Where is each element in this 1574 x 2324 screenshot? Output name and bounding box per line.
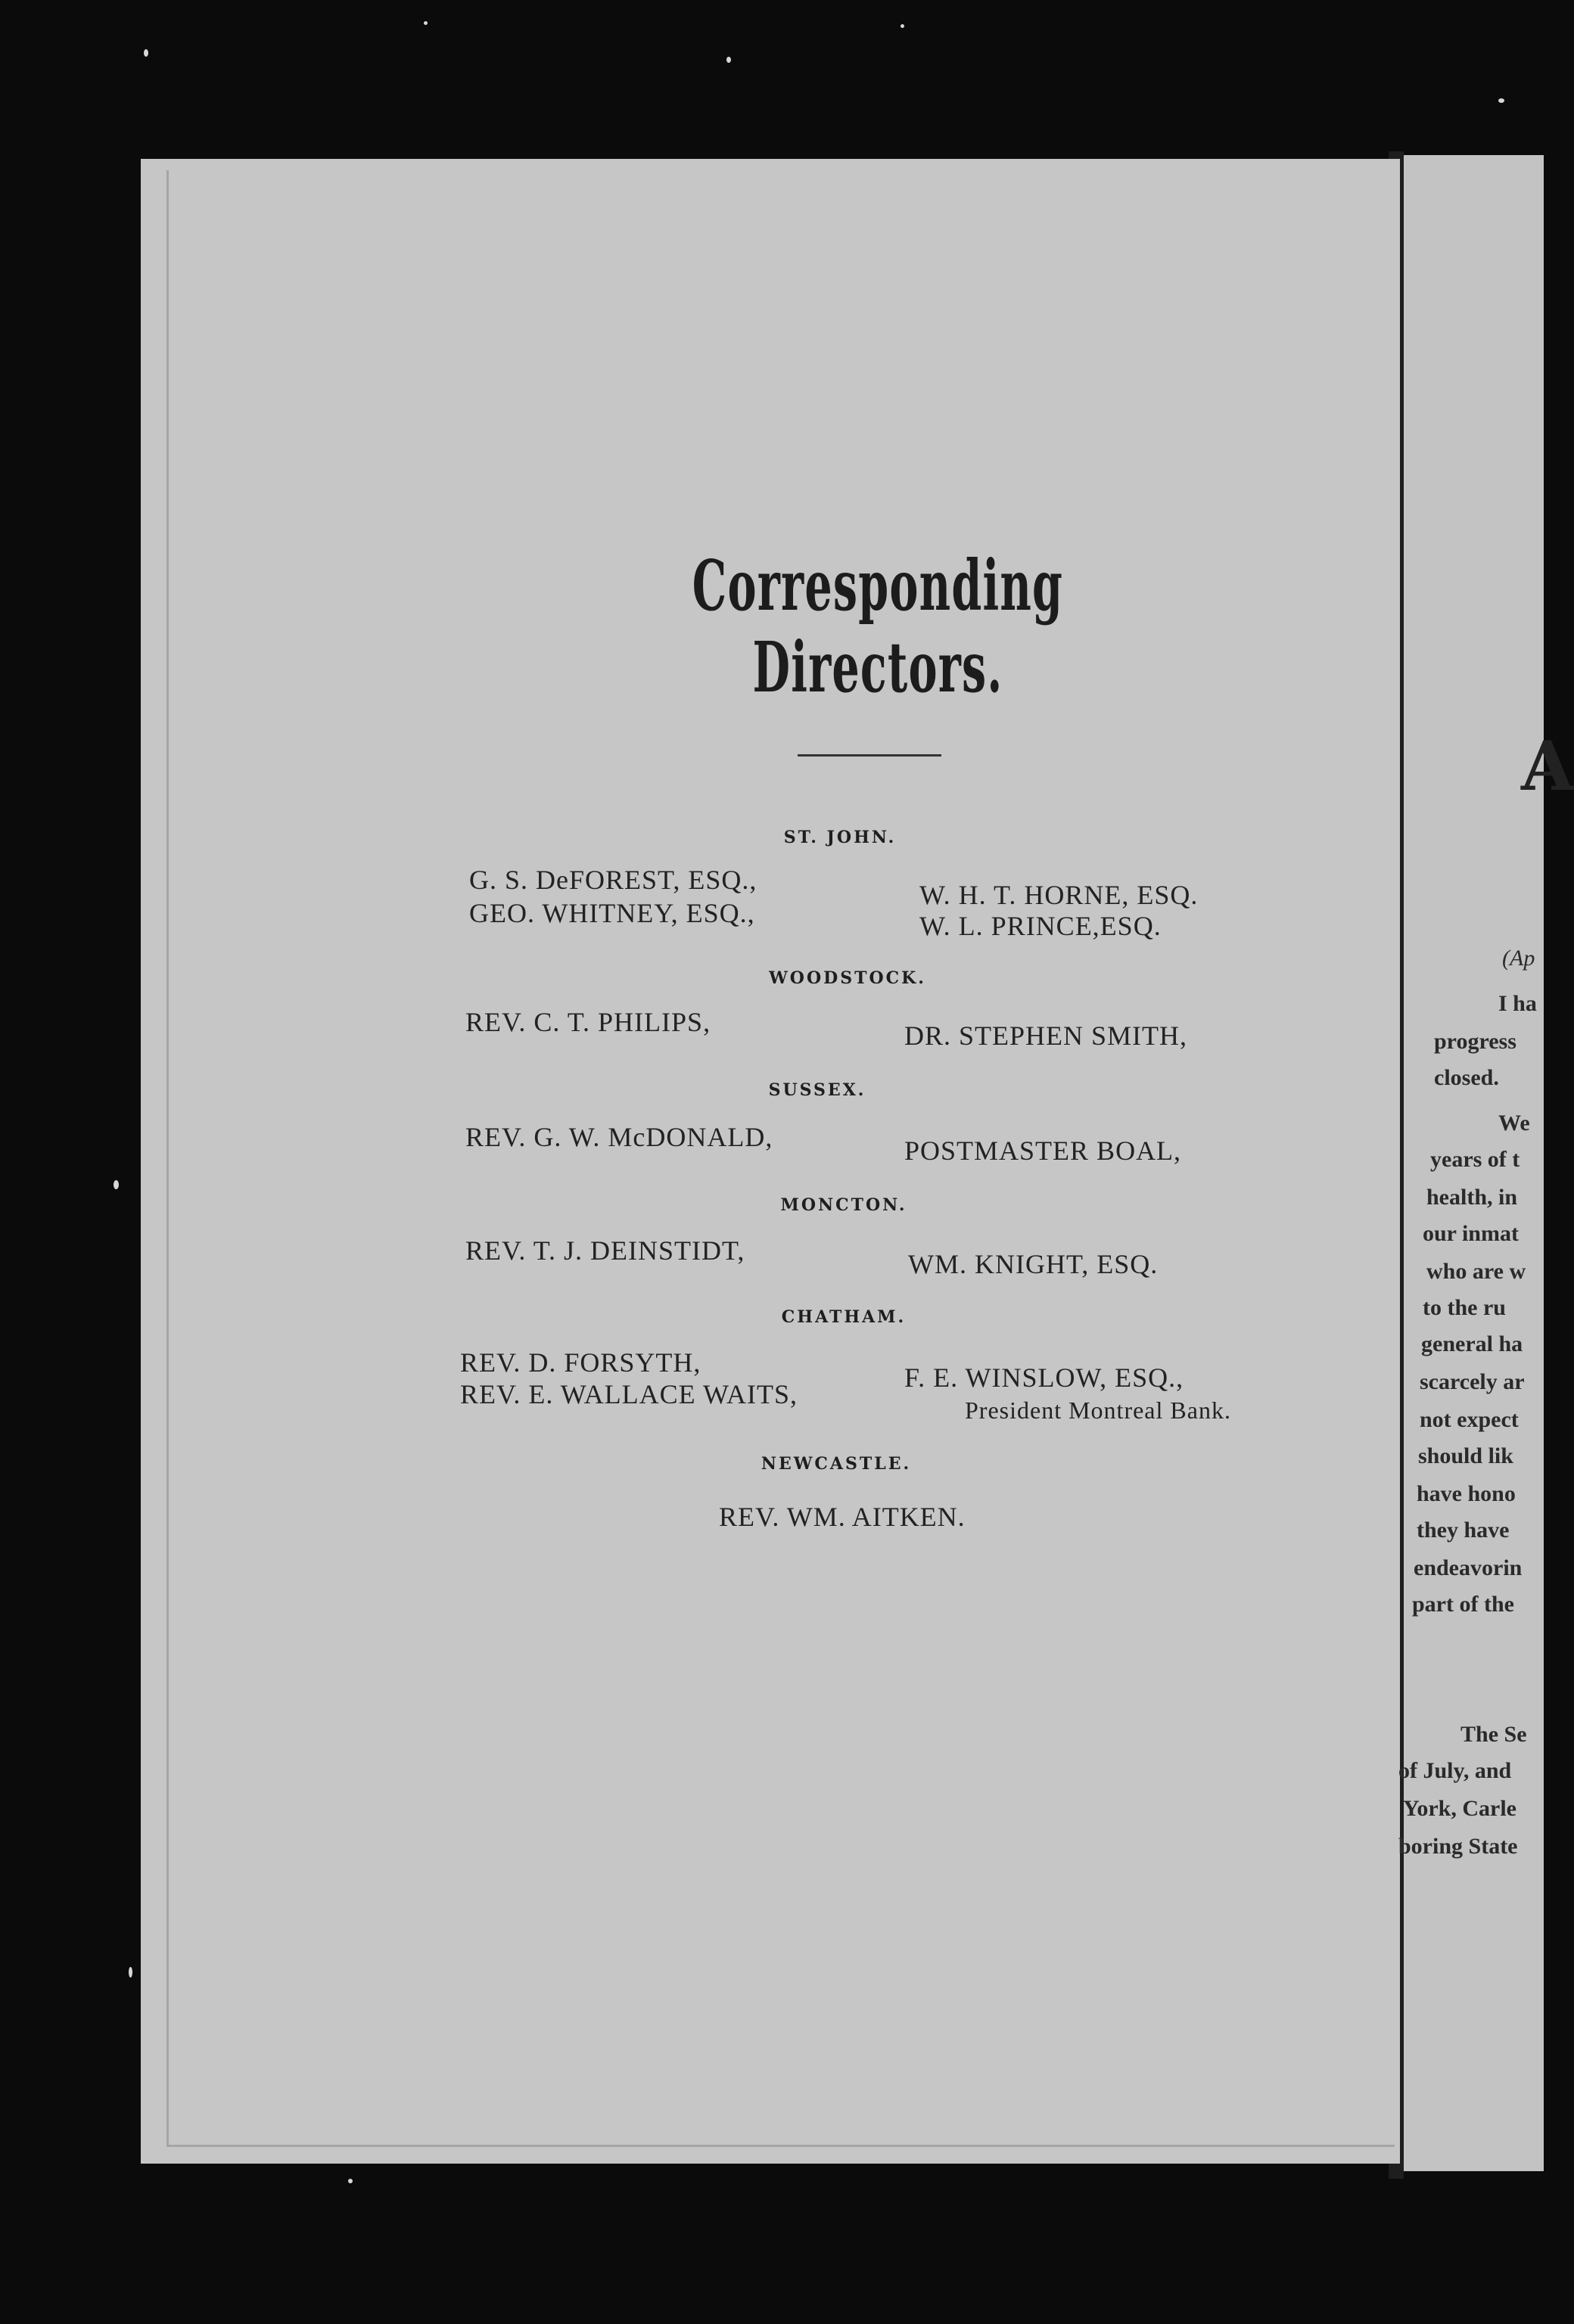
director-name: REV. D. FORSYTH, [460, 1347, 701, 1378]
facing-page-line: to the ru [1423, 1295, 1506, 1320]
director-name: G. S. DeFOREST, ESQ., [469, 865, 757, 895]
director-name: REV. G. W. McDONALD, [465, 1122, 773, 1152]
scan-speck [348, 2179, 353, 2183]
scan-speck [726, 57, 731, 63]
facing-page-line: progress [1434, 1029, 1516, 1054]
page-title: Corresponding Directors. [692, 545, 1064, 708]
facing-page-line: The Se [1460, 1722, 1527, 1747]
facing-page-line: (Ap [1502, 946, 1535, 971]
director-name: WM. KNIGHT, ESQ. [908, 1249, 1159, 1279]
section-heading-chatham: CHATHAM. [781, 1307, 907, 1327]
page-edge [166, 170, 1395, 2147]
facing-page-line: they have [1417, 1518, 1510, 1543]
director-title: President Montreal Bank. [965, 1397, 1231, 1424]
facing-page-line: years of t [1430, 1147, 1520, 1172]
facing-page-line: York, Carle [1403, 1796, 1516, 1821]
scan-speck [901, 24, 904, 28]
section-heading-sussex: SUSSEX. [768, 1080, 866, 1100]
facing-page-line: I ha [1498, 991, 1537, 1016]
director-name: POSTMASTER BOAL, [904, 1136, 1182, 1166]
scan-speck [1498, 98, 1504, 103]
facing-page-line: closed. [1434, 1065, 1499, 1090]
facing-page-line: who are w [1426, 1259, 1526, 1284]
director-name: W. L. PRINCE,ESQ. [919, 911, 1162, 941]
facing-page-line: of July, and [1398, 1758, 1512, 1783]
director-name: DR. STEPHEN SMITH, [904, 1021, 1188, 1051]
facing-page-line: have hono [1417, 1481, 1516, 1506]
title-rule [798, 754, 941, 757]
section-heading-moncton: MONCTON. [780, 1195, 907, 1215]
director-name: REV. C. T. PHILIPS, [465, 1007, 711, 1037]
facing-page-line: endeavorin [1414, 1555, 1523, 1580]
scan-speck [129, 1967, 132, 1978]
facing-page-line: our inmat [1423, 1221, 1519, 1246]
scan-speck [144, 49, 148, 57]
facing-page-line: health, in [1426, 1185, 1518, 1210]
section-heading-newcastle: NEWCASTLE. [761, 1454, 912, 1474]
section-heading-st-john: ST. JOHN. [783, 828, 897, 847]
director-name: W. H. T. HORNE, ESQ. [919, 880, 1199, 910]
director-name: F. E. WINSLOW, ESQ., [904, 1362, 1184, 1393]
facing-page-line: We [1498, 1111, 1530, 1136]
director-name: REV. WM. AITKEN. [719, 1502, 966, 1532]
facing-page-line: scarcely ar [1420, 1369, 1525, 1394]
director-name: REV. E. WALLACE WAITS, [460, 1379, 798, 1409]
scan-speck [424, 21, 428, 25]
facing-page-line: should lik [1418, 1443, 1513, 1468]
facing-page-initial: A [1521, 726, 1574, 806]
facing-page-line: boring State [1398, 1834, 1518, 1859]
scan-speck [114, 1180, 119, 1189]
section-heading-woodstock: WOODSTOCK. [769, 968, 926, 988]
facing-page-line: general ha [1421, 1331, 1523, 1356]
director-name: REV. T. J. DEINSTIDT, [465, 1235, 745, 1266]
facing-page-line: part of the [1412, 1592, 1514, 1617]
facing-page-line: not expect [1420, 1407, 1519, 1432]
director-name: GEO. WHITNEY, ESQ., [469, 898, 755, 928]
